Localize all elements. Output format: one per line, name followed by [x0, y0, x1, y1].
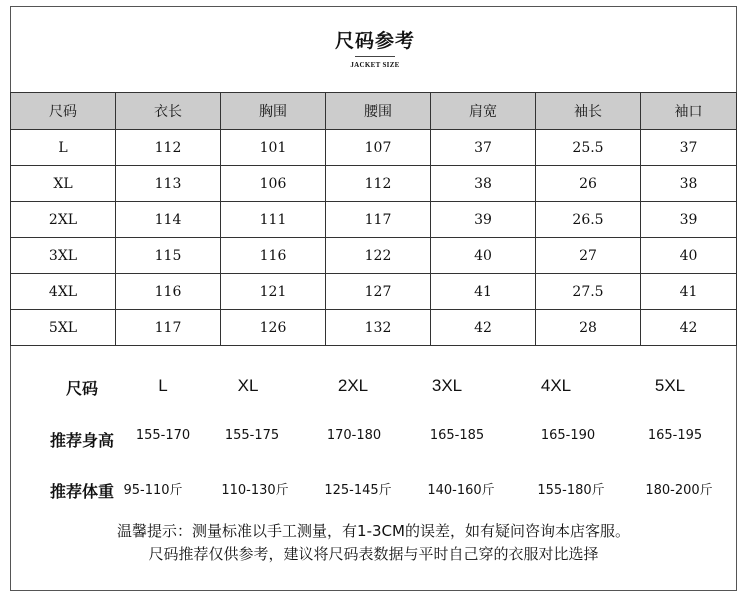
size-table — [10, 92, 737, 346]
table-cell: 114 — [116, 202, 221, 238]
recommend-size-row — [10, 376, 737, 406]
height-value: 155-170 — [135, 428, 191, 443]
table-cell: 121 — [221, 274, 326, 310]
size-value: 4XL — [540, 376, 572, 395]
table-cell: 112 — [326, 166, 431, 202]
table-cell: 116 — [221, 238, 326, 274]
size-value: 2XL — [337, 376, 369, 395]
column-header: 腰围 — [326, 93, 431, 130]
title-divider — [355, 56, 395, 57]
weight-value: 180-200斤 — [645, 483, 713, 498]
table-cell: 4XL — [11, 274, 116, 310]
table-cell: 2XL — [11, 202, 116, 238]
table-row — [11, 238, 737, 274]
table-cell: 38 — [431, 166, 536, 202]
height-value: 155-175 — [224, 428, 280, 443]
table-cell: 111 — [221, 202, 326, 238]
table-cell: 25.5 — [536, 130, 641, 166]
table-row — [11, 130, 737, 166]
weight-value: 140-160斤 — [427, 483, 495, 498]
weight-value: 95-110斤 — [123, 483, 183, 498]
table-cell: 116 — [116, 274, 221, 310]
table-cell: 39 — [431, 202, 536, 238]
page-subtitle: JACKET SIZE — [350, 61, 400, 69]
table-cell: XL — [11, 166, 116, 202]
table-cell: 26.5 — [536, 202, 641, 238]
table-row — [11, 166, 737, 202]
height-label: 推荐身高 — [49, 431, 115, 450]
table-cell: 117 — [116, 310, 221, 346]
table-cell: 106 — [221, 166, 326, 202]
table-row — [11, 202, 737, 238]
size-value: XL — [237, 376, 259, 395]
column-header: 衣长 — [116, 93, 221, 130]
table-cell: 115 — [116, 238, 221, 274]
table-header-row — [11, 93, 737, 130]
weight-value: 125-145斤 — [324, 483, 392, 498]
height-value: 170-180 — [326, 428, 382, 443]
recommend-weight-row — [10, 479, 737, 509]
height-value: 165-185 — [429, 428, 485, 443]
table-cell: L — [11, 130, 116, 166]
weight-label: 推荐体重 — [49, 482, 115, 501]
table-cell: 5XL — [11, 310, 116, 346]
weight-value: 155-180斤 — [537, 483, 605, 498]
table-cell: 39 — [641, 202, 737, 238]
column-header: 胸围 — [221, 93, 326, 130]
tip-note-line-1: 温馨提示：测量标准以手工测量，有1-3CM的误差，如有疑问咨询本店客服。 — [117, 522, 630, 540]
height-value: 165-195 — [647, 428, 703, 443]
table-cell: 101 — [221, 130, 326, 166]
weight-value: 110-130斤 — [221, 483, 289, 498]
table-row — [11, 274, 737, 310]
table-cell: 41 — [431, 274, 536, 310]
column-header: 肩宽 — [431, 93, 536, 130]
table-cell: 37 — [431, 130, 536, 166]
table-cell: 27 — [536, 238, 641, 274]
table-cell: 132 — [326, 310, 431, 346]
size-value: L — [158, 376, 168, 395]
table-cell: 37 — [641, 130, 737, 166]
table-cell: 38 — [641, 166, 737, 202]
size-value: 3XL — [431, 376, 463, 395]
table-cell: 117 — [326, 202, 431, 238]
table-cell: 107 — [326, 130, 431, 166]
table-cell: 28 — [536, 310, 641, 346]
table-cell: 41 — [641, 274, 737, 310]
column-header: 袖口 — [641, 93, 737, 130]
table-cell: 42 — [641, 310, 737, 346]
table-cell: 40 — [641, 238, 737, 274]
table-cell: 113 — [116, 166, 221, 202]
table-cell: 27.5 — [536, 274, 641, 310]
table-cell: 127 — [326, 274, 431, 310]
table-row — [11, 310, 737, 346]
height-value: 165-190 — [540, 428, 596, 443]
table-cell: 3XL — [11, 238, 116, 274]
tip-note-line-2: 尺码推荐仅供参考，建议将尺码表数据与平时自己穿的衣服对比选择 — [148, 545, 599, 563]
size-value: 5XL — [654, 376, 686, 395]
table-cell: 42 — [431, 310, 536, 346]
table-cell: 122 — [326, 238, 431, 274]
size-label: 尺码 — [65, 379, 99, 398]
column-header: 尺码 — [11, 93, 116, 130]
recommend-height-row — [10, 428, 737, 458]
page-title: 尺码参考 — [334, 30, 415, 52]
table-cell: 126 — [221, 310, 326, 346]
table-cell: 112 — [116, 130, 221, 166]
column-header: 袖长 — [536, 93, 641, 130]
table-cell: 26 — [536, 166, 641, 202]
table-cell: 40 — [431, 238, 536, 274]
